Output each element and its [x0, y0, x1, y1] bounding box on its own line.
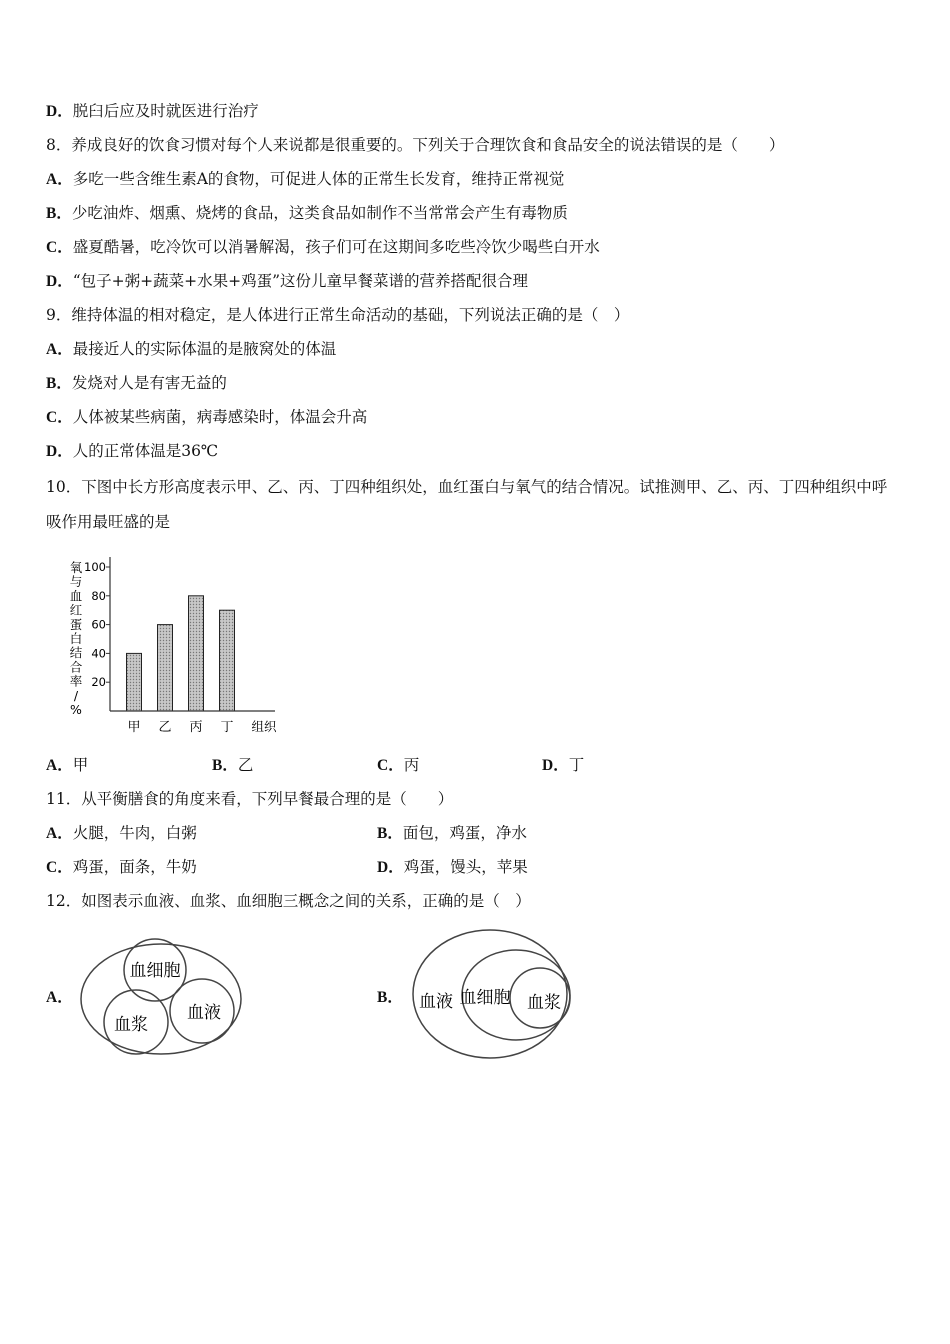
- option-text: 脱臼后应及时就医进行治疗: [72, 102, 259, 120]
- y-tick-label: 80: [91, 588, 106, 603]
- q8-option-d: [46, 271, 528, 292]
- q8-stem: 8．养成良好的饮食习惯对每个人来说都是很重要的。下列关于合理饮食和食品安全的说法错误的是（ ）: [46, 136, 785, 154]
- option-label: A．: [46, 171, 73, 188]
- label-left: 血浆: [114, 1015, 148, 1035]
- y-axis-label-char: 蛋: [69, 616, 83, 632]
- q11-option-c: [46, 857, 197, 878]
- q12-option-a-label: A．: [46, 989, 73, 1006]
- q10-option-c: [377, 755, 419, 776]
- y-axis-label-char: 氧: [69, 560, 83, 575]
- option-text: 盛夏酷暑，吃冷饮可以消暑解渴，孩子们可在这期间多吃些冷饮少喝些白开水: [72, 238, 600, 256]
- option-text: 丙: [403, 756, 420, 774]
- q11-option-d: [377, 857, 528, 878]
- q9-option-b: [46, 373, 227, 394]
- option-label: D．: [46, 443, 73, 460]
- diagram-b: [410, 927, 572, 1061]
- y-tick-label: 60: [91, 617, 106, 632]
- bar-乙: [158, 625, 173, 711]
- y-axis-label-char: 与: [69, 574, 83, 590]
- option-text: 火腿，牛肉，白粥: [72, 824, 197, 842]
- q9-option-a: [46, 339, 336, 360]
- x-tick-label: 甲: [127, 720, 141, 735]
- q10-option-d: [542, 755, 584, 776]
- y-tick-label: 100: [84, 560, 106, 574]
- q8-option-b: [46, 203, 568, 224]
- option-text: 丁: [568, 756, 585, 774]
- option-text: 人的正常体温是36℃: [72, 442, 219, 460]
- q12-stem: 12．如图表示血液、血浆、血细胞三概念之间的关系，正确的是（ ）: [46, 892, 531, 910]
- y-axis-label-char: 合: [69, 659, 83, 675]
- q11-option-a: [46, 823, 197, 844]
- option-text: 最接近人的实际体温的是腋窝处的体温: [72, 340, 337, 358]
- option-text: “包子+粥+蔬菜+水果+鸡蛋”这份儿童早餐菜谱的营养搭配很合理: [72, 272, 529, 290]
- label-inner: 血浆: [527, 993, 561, 1013]
- option-label: A．: [46, 825, 73, 842]
- x-axis-label: 组织: [251, 719, 277, 734]
- q7-option-d: [46, 101, 259, 122]
- q9-option-c: [46, 407, 367, 428]
- x-tick-label: 丙: [189, 720, 203, 735]
- option-text: 鸡蛋，面条，牛奶: [72, 858, 197, 876]
- label-outer: 血液: [419, 992, 453, 1012]
- q10-option-a: [46, 755, 88, 776]
- q10-option-b: [212, 755, 253, 776]
- option-label: D．: [377, 859, 404, 876]
- y-axis-label-char: /: [73, 687, 79, 703]
- option-label: B．: [377, 825, 403, 842]
- x-tick-label: 乙: [158, 720, 172, 735]
- label-right: 血液: [187, 1003, 221, 1023]
- option-text: 少吃油炸、烟熏、烧烤的食品，这类食品如制作不当常常会产生有毒物质: [71, 204, 568, 222]
- option-text: 多吃一些含维生素A的食物，可促进人体的正常生长发育，维持正常视觉: [72, 170, 565, 188]
- option-text: 甲: [72, 756, 89, 774]
- y-axis-ticks: [84, 560, 110, 689]
- diagram-a: [78, 938, 244, 1060]
- label-top: 血细胞: [129, 961, 181, 981]
- bar-丙: [189, 596, 204, 711]
- bars: [127, 596, 235, 711]
- q8-option-c: [46, 237, 600, 258]
- q11-stem: 11．从平衡膳食的角度来看，下列早餐最合理的是（ ）: [46, 790, 454, 808]
- option-text: 乙: [237, 756, 254, 774]
- option-text: 鸡蛋，馒头，苹果: [403, 858, 528, 876]
- x-axis-ticks: [127, 720, 233, 735]
- option-label: B．: [46, 205, 72, 222]
- option-label: A．: [46, 757, 73, 774]
- y-tick-label: 40: [91, 646, 106, 661]
- option-text: 发烧对人是有害无益的: [71, 374, 227, 392]
- y-axis-label: [70, 560, 83, 717]
- bar-chart: [60, 555, 290, 740]
- label-middle: 血细胞: [459, 988, 511, 1008]
- option-label: D．: [46, 103, 73, 120]
- option-label: C．: [46, 409, 73, 426]
- option-label: A．: [46, 341, 73, 358]
- option-label: B．: [212, 757, 238, 774]
- option-text: 人体被某些病菌，病毒感染时，体温会升高: [72, 408, 368, 426]
- q12-option-b-label: B．: [377, 989, 403, 1006]
- option-label: D．: [46, 273, 73, 290]
- q11-option-b: [377, 823, 527, 844]
- y-tick-label: 20: [91, 675, 106, 690]
- bar-甲: [127, 653, 142, 711]
- q9-option-d: [46, 441, 218, 462]
- bar-丁: [220, 610, 235, 711]
- option-text: 面包，鸡蛋，净水: [402, 824, 527, 842]
- option-label: B．: [46, 375, 72, 392]
- y-axis-label-char: 白: [69, 631, 83, 646]
- option-label: C．: [46, 239, 73, 256]
- option-label: D．: [542, 757, 569, 774]
- q8-option-a: [46, 169, 564, 190]
- y-axis-label-char: %: [70, 702, 82, 717]
- option-label: C．: [377, 757, 404, 774]
- q9-stem: 9．维持体温的相对稳定，是人体进行正常生命活动的基础，下列说法正确的是（ ）: [46, 306, 630, 324]
- y-axis-label-char: 血: [69, 588, 83, 604]
- option-label: C．: [46, 859, 73, 876]
- y-axis-label-char: 率: [69, 673, 83, 689]
- y-axis-label-char: 红: [69, 602, 83, 618]
- y-axis-label-char: 结: [69, 645, 83, 661]
- x-tick-label: 丁: [220, 720, 234, 735]
- q10-stem-line1: 10．下图中长方形高度表示甲、乙、丙、丁四种组织处，血红蛋白与氧气的结合情况。试推测甲、乙、丙、丁四种组织中呼: [46, 478, 888, 496]
- q10-stem-line2: 吸作用最旺盛的是: [46, 513, 171, 531]
